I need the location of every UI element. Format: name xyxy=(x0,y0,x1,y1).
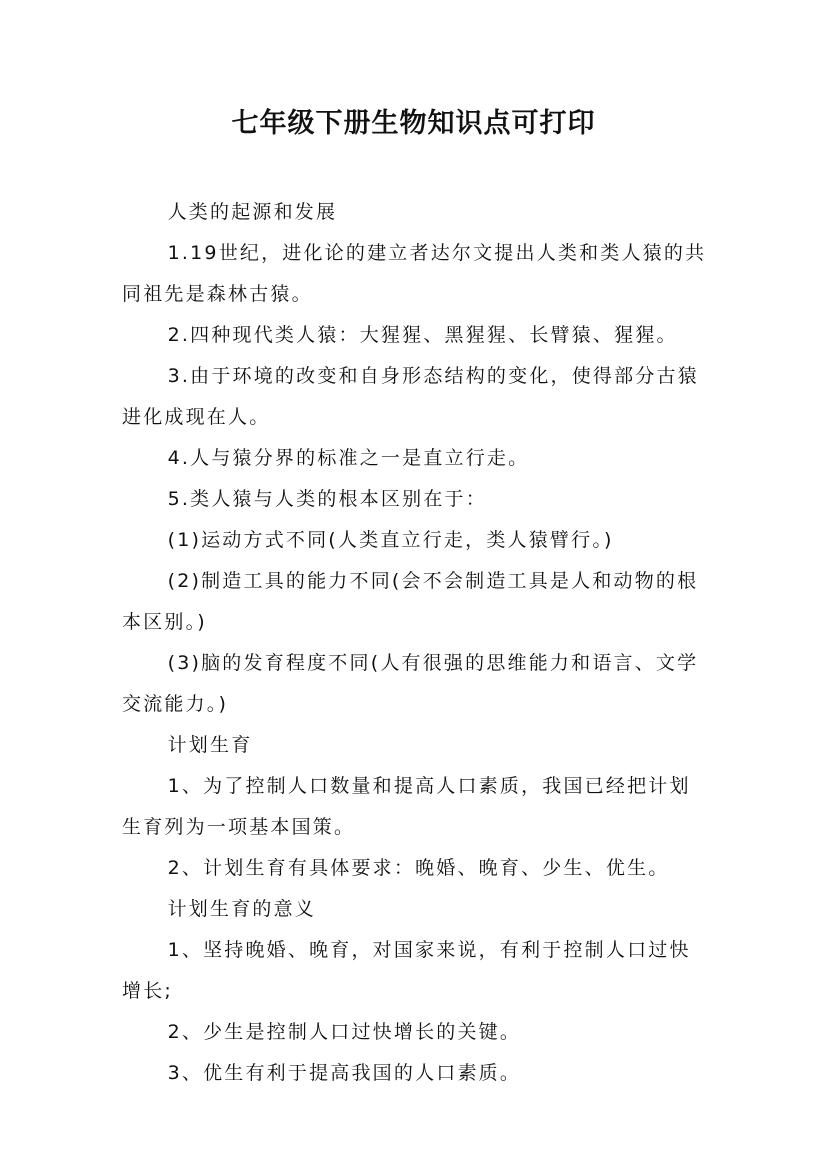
section-heading-significance: 计划生育的意义 xyxy=(167,898,316,920)
paragraph: 1.19世纪，进化论的建立者达尔文提出人类和类人猿的共同祖先是森林古猿。 xyxy=(122,242,707,305)
document-body xyxy=(122,192,707,1094)
paragraph: (1)运动方式不同(人类直立行走，类人猿臂行。) xyxy=(167,529,614,551)
paragraph: 1、坚持晚婚、晚育，对国家来说，有利于控制人口过快增长; xyxy=(122,939,691,1002)
paragraph: 2.四种现代类人猿：大猩猩、黑猩猩、长臂猿、猩猩。 xyxy=(167,324,678,346)
paragraph: 3、优生有利于提高我国的人口素质。 xyxy=(167,1062,522,1084)
paragraph: 1、为了控制人口数量和提高人口素质，我国已经把计划生育列为一项基本国策。 xyxy=(122,775,691,838)
paragraph: 4.人与猿分界的标准之一是直立行走。 xyxy=(167,447,530,469)
paragraph: (3)脑的发育程度不同(人有很强的思维能力和语言、文学交流能力。) xyxy=(122,652,699,715)
section-heading-family-planning: 计划生育 xyxy=(167,734,253,756)
document-title: 七年级下册生物知识点可打印 xyxy=(231,108,596,139)
paragraph: 2、少生是控制人口过快增长的关键。 xyxy=(167,1021,522,1043)
paragraph: (2)制造工具的能力不同(会不会制造工具是人和动物的根本区别。) xyxy=(122,570,699,633)
paragraph: 5.类人猿与人类的根本区别在于： xyxy=(167,488,487,510)
paragraph: 3.由于环境的改变和自身形态结构的变化，使得部分古猿进化成现在人。 xyxy=(122,365,699,428)
section-heading-origin: 人类的起源和发展 xyxy=(167,201,338,223)
paragraph: 2、计划生育有具体要求：晚婚、晚育、少生、优生。 xyxy=(167,857,670,879)
